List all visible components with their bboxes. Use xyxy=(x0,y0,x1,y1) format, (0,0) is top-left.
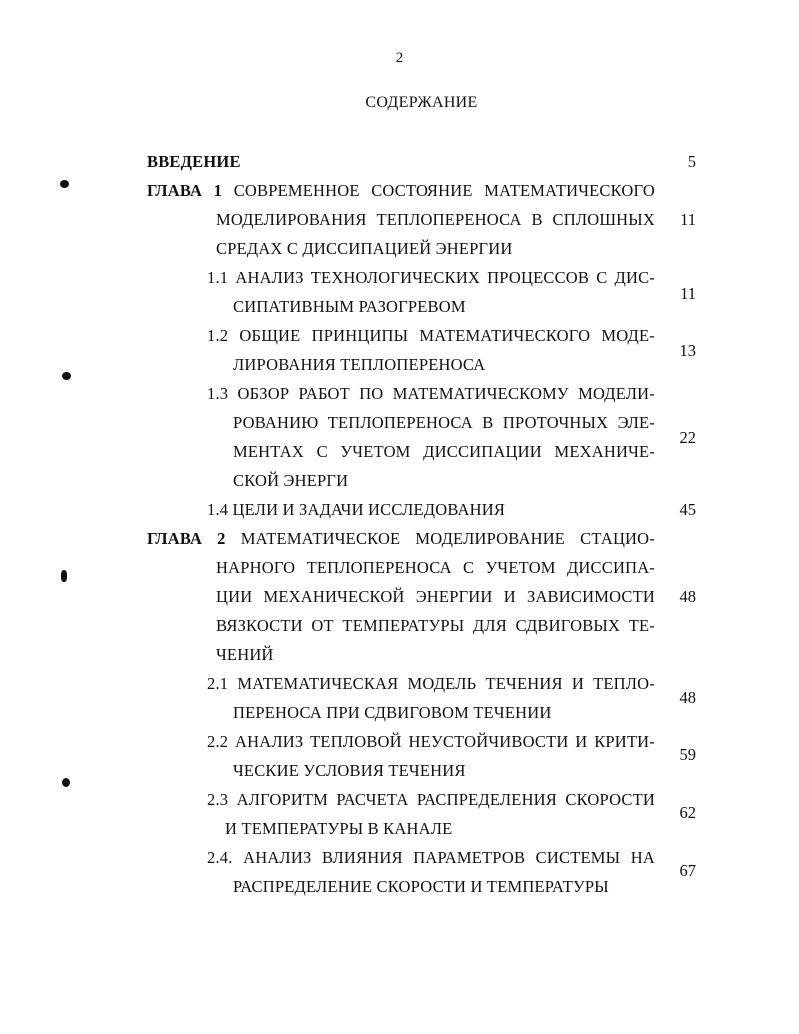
scan-mark xyxy=(60,180,69,188)
toc-line: МОДЕЛИРОВАНИЯ ТЕПЛОПЕРЕНОСА В СПЛОШНЫХ xyxy=(216,210,655,229)
scan-mark xyxy=(62,778,70,787)
toc-section-1-4[interactable]: 1.4 ЦЕЛИ И ЗАДАЧИ ИССЛЕДОВАНИЯ xyxy=(207,500,506,519)
page-title: СОДЕРЖАНИЕ xyxy=(365,94,478,111)
toc-line: НАРНОГО ТЕПЛОПЕРЕНОСА С УЧЕТОМ ДИССИПА- xyxy=(216,558,655,577)
scan-mark xyxy=(61,570,67,582)
toc-line: И ТЕМПЕРАТУРЫ В КАНАЛЕ xyxy=(225,819,453,838)
toc-line: СКОЙ ЭНЕРГИ xyxy=(233,471,349,490)
toc-section-page: 59 xyxy=(679,745,696,764)
toc-line: ВЯЗКОСТИ ОТ ТЕМПЕРАТУРЫ ДЛЯ СДВИГОВЫХ ТЕ- xyxy=(216,616,655,635)
toc-chapter-1-title[interactable]: ГЛАВА 1 СОВРЕМЕННОЕ СОСТОЯНИЕ МАТЕМАТИЧЕСКОГО xyxy=(147,181,655,200)
toc-line: РАСПРЕДЕЛЕНИЕ СКОРОСТИ И ТЕМПЕРАТУРЫ xyxy=(233,877,609,896)
toc-line: ЛИРОВАНИЯ ТЕПЛОПЕРЕНОСА xyxy=(233,355,486,374)
toc-line: ЧЕНИЙ xyxy=(216,645,274,664)
toc-section-page: 67 xyxy=(679,861,696,880)
toc-chapter-2-page: 48 xyxy=(679,587,696,606)
toc-section-2-2[interactable]: 2.2 АНАЛИЗ ТЕПЛОВОЙ НЕУСТОЙЧИВОСТИ И КРИТИ- xyxy=(207,732,655,751)
toc-section-page: 13 xyxy=(679,341,696,360)
toc-line: ПЕРЕНОСА ПРИ СДВИГОВОМ ТЕЧЕНИИ xyxy=(233,703,552,722)
toc-chapter-1-page: 11 xyxy=(680,210,696,229)
toc-section-page: 48 xyxy=(679,688,696,707)
toc-intro-label[interactable]: ВВЕДЕНИЕ xyxy=(147,152,241,171)
toc-line: ЦИИ МЕХАНИЧЕСКОЙ ЭНЕРГИИ И ЗАВИСИМОСТИ xyxy=(216,587,655,606)
toc-intro-page: 5 xyxy=(687,152,696,171)
toc-section-page: 22 xyxy=(679,428,696,447)
toc-line: МЕНТАХ С УЧЕТОМ ДИССИПАЦИИ МЕХАНИЧЕ- xyxy=(233,442,655,461)
toc-section-2-4[interactable]: 2.4. АНАЛИЗ ВЛИЯНИЯ ПАРАМЕТРОВ СИСТЕМЫ НА xyxy=(207,848,655,867)
toc-section-2-1[interactable]: 2.1 МАТЕМАТИЧЕСКАЯ МОДЕЛЬ ТЕЧЕНИЯ И ТЕПЛО- xyxy=(207,674,655,693)
toc-line: ЧЕСКИЕ УСЛОВИЯ ТЕЧЕНИЯ xyxy=(233,761,466,780)
toc-section-2-3[interactable]: 2.3 АЛГОРИТМ РАСЧЕТА РАСПРЕДЕЛЕНИЯ СКОРОСТИ xyxy=(207,790,655,809)
toc-section-1-3[interactable]: 1.3 ОБЗОР РАБОТ ПО МАТЕМАТИЧЕСКОМУ МОДЕЛИ- xyxy=(207,384,655,403)
toc-chapter-2-title[interactable]: ГЛАВА 2 МАТЕМАТИЧЕСКОЕ МОДЕЛИРОВАНИЕ СТАЦИО- xyxy=(147,529,655,548)
toc-section-page: 45 xyxy=(679,500,696,519)
toc-line: РОВАНИЮ ТЕПЛОПЕРЕНОСА В ПРОТОЧНЫХ ЭЛЕ- xyxy=(233,413,655,432)
toc-line: СРЕДАХ С ДИССИПАЦИЕЙ ЭНЕРГИИ xyxy=(216,239,513,258)
toc-line: СИПАТИВНЫМ РАЗОГРЕВОМ xyxy=(233,297,466,316)
toc-section-page: 11 xyxy=(680,284,696,303)
toc-section-page: 62 xyxy=(679,803,696,822)
toc-section-1-1[interactable]: 1.1 АНАЛИЗ ТЕХНОЛОГИЧЕСКИХ ПРОЦЕССОВ С ДИС- xyxy=(207,268,655,287)
scan-mark xyxy=(62,372,71,380)
page-number: 2 xyxy=(395,50,404,66)
toc-section-1-2[interactable]: 1.2 ОБЩИЕ ПРИНЦИПЫ МАТЕМАТИЧЕСКОГО МОДЕ- xyxy=(207,326,655,345)
